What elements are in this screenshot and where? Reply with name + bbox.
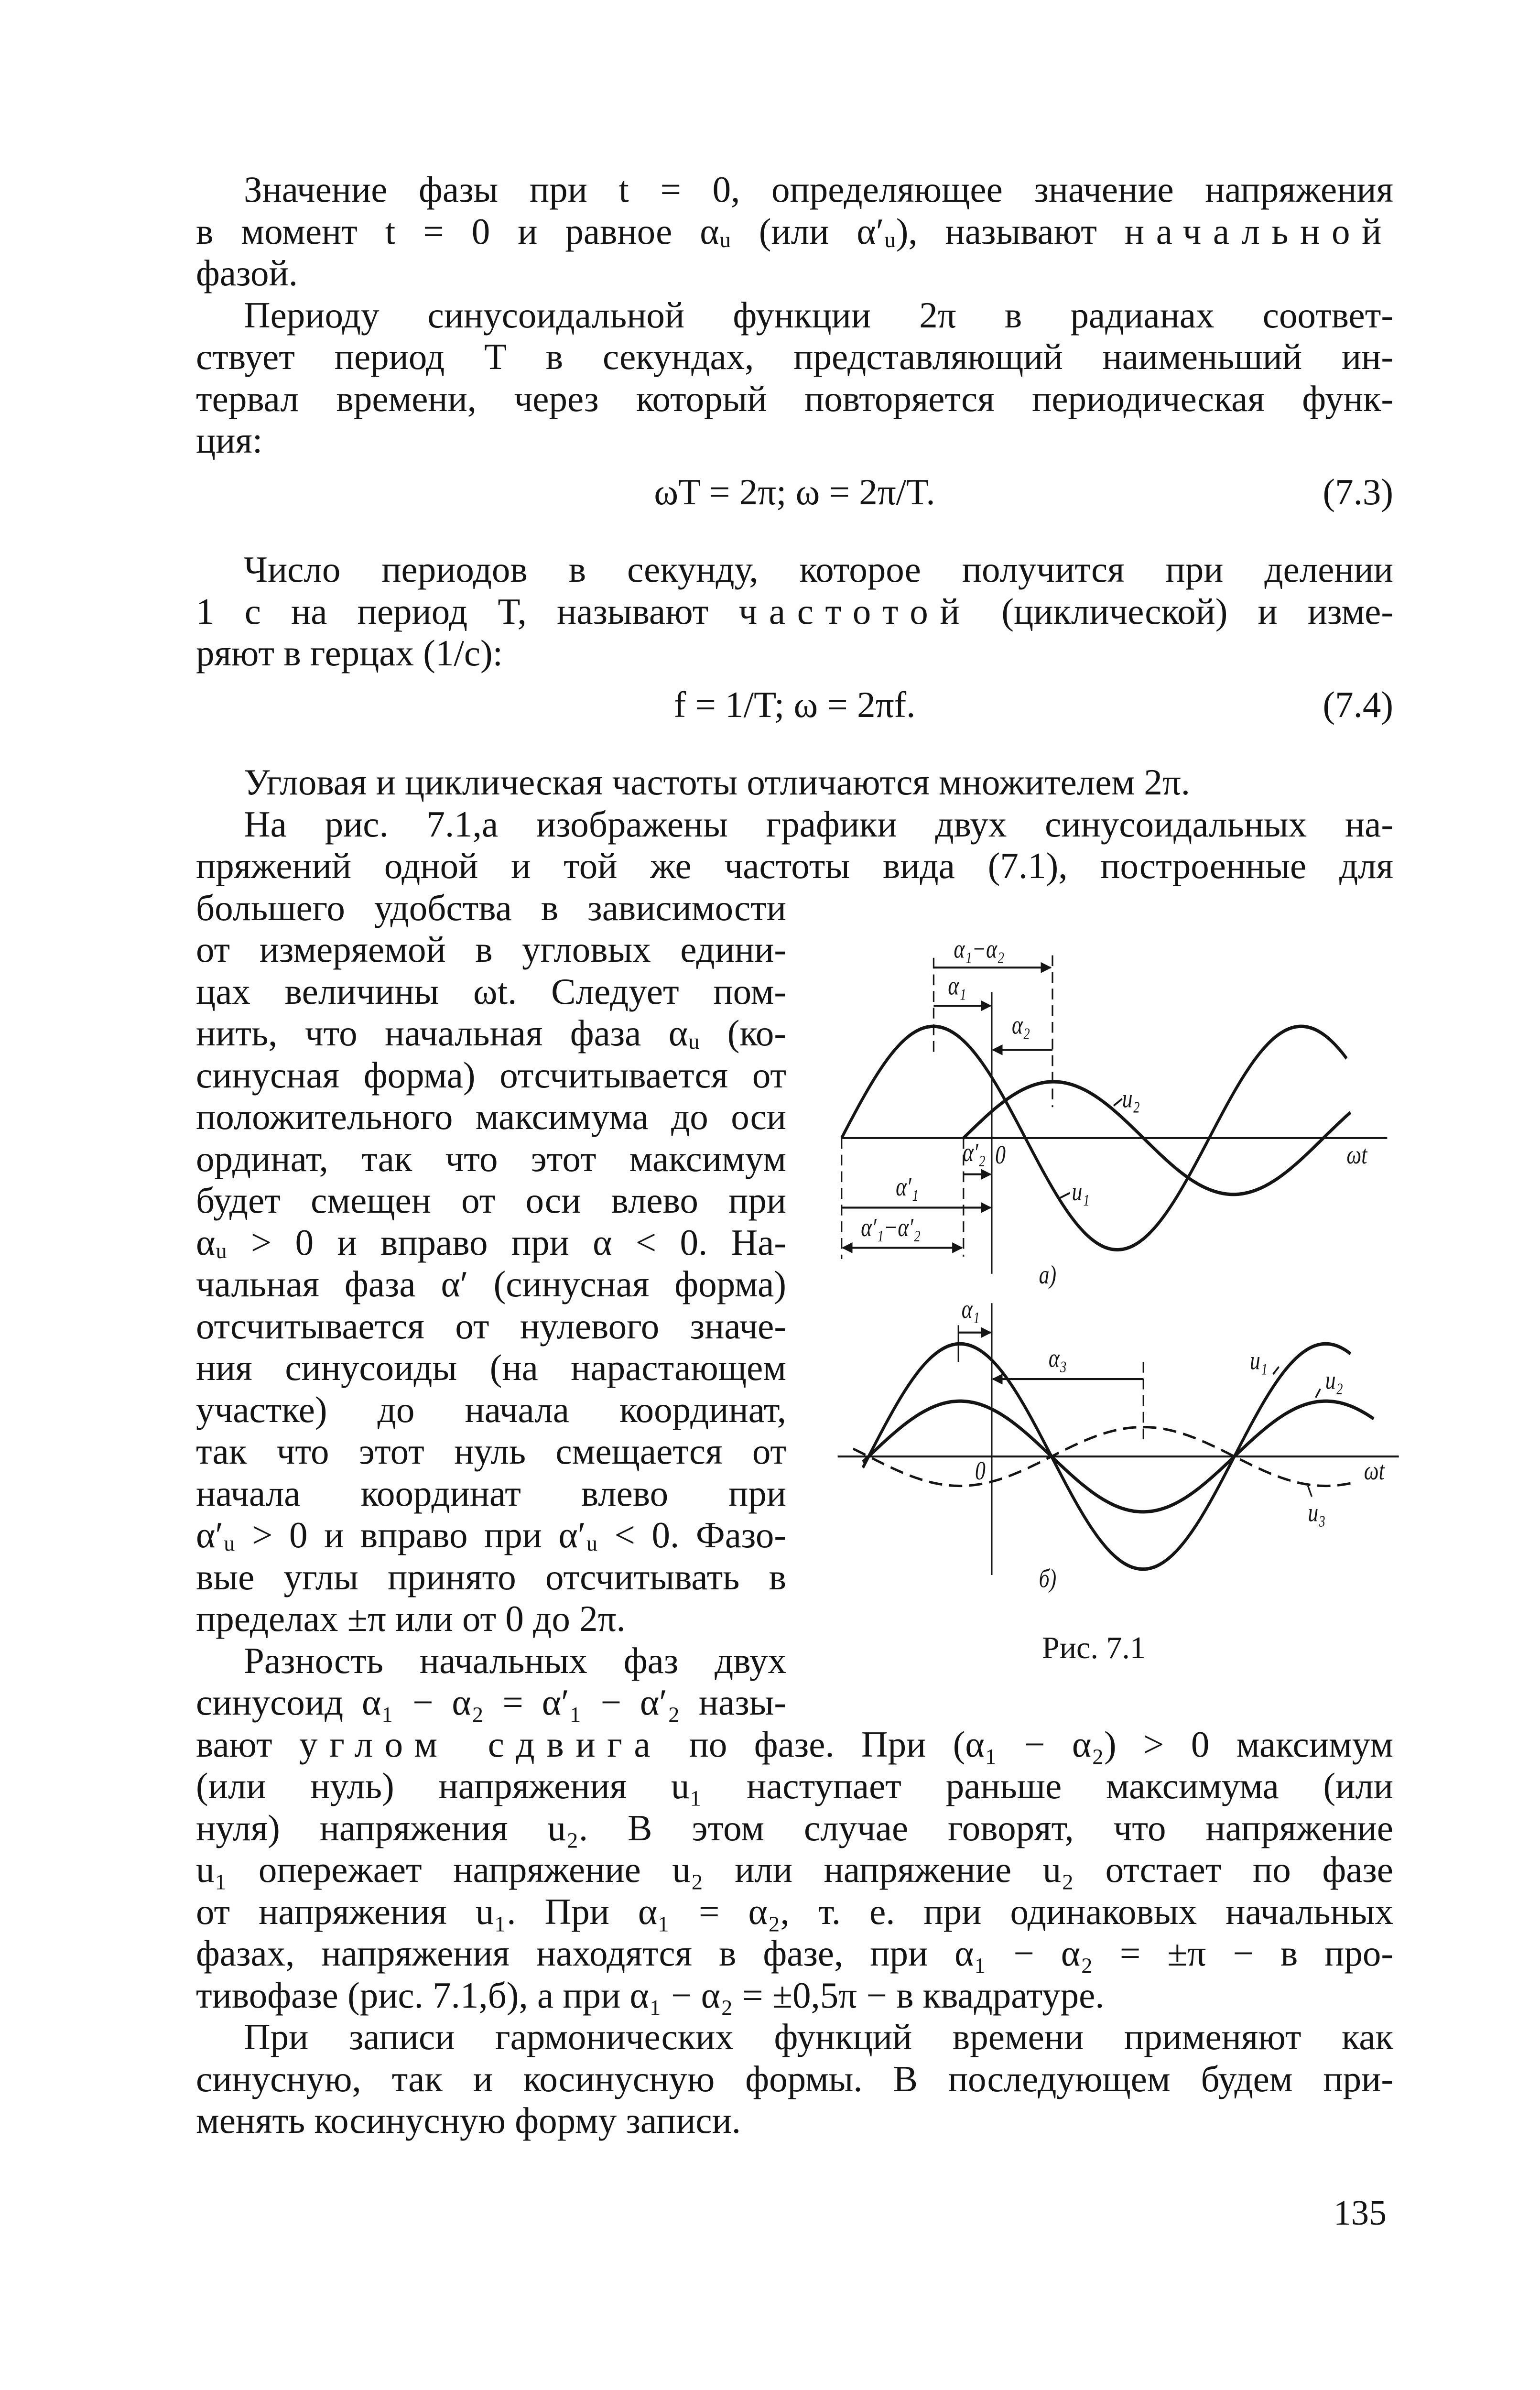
text-segment: большего удобства в зависимости: [196, 887, 786, 928]
text-line: [196, 1764, 1393, 1807]
text-line: [196, 377, 1393, 420]
label-axis-b: ωt: [1364, 1456, 1385, 1486]
page-number: 135: [1334, 2194, 1387, 2233]
equation-number: (7.3): [1323, 471, 1393, 512]
label-alpha1: α₁: [948, 971, 966, 1000]
label-alpha1p-minus-alpha2p: α′₁−α′₂: [861, 1213, 921, 1242]
text-segment: синусную, так и косинусную формы. В последующем будем при-: [196, 2058, 1393, 2099]
text-line: [196, 419, 1393, 462]
text-line: [196, 1054, 786, 1097]
text-line: [196, 631, 1393, 674]
text-line: [196, 886, 786, 929]
text-segment: (циклической) и изме-: [971, 590, 1393, 632]
figure-caption: Рис. 7.1: [1042, 1630, 1146, 1665]
text-line: [196, 1806, 1393, 1849]
text-segment: ряют в герцах (1/с):: [196, 632, 503, 674]
spaced-emphasis: углом сдвига: [299, 1723, 662, 1765]
leader-u1-b: [1273, 1367, 1279, 1374]
text-line: [196, 1890, 1393, 1933]
text-line: [196, 1346, 786, 1389]
text-segment: отсчитывается от нулевого значе-: [196, 1305, 786, 1347]
text-line: [196, 2015, 1393, 2058]
text-segment: α′ᵤ > 0 и вправо при α′ᵤ < 0. Фазо-: [196, 1514, 786, 1555]
text-line: [196, 1388, 786, 1431]
text-line: [196, 168, 1393, 211]
text-line: [196, 1639, 786, 1682]
text-segment: положительного максимума до оси: [196, 1096, 786, 1137]
label-panel-b: б): [1039, 1564, 1057, 1593]
label-alpha1-minus-alpha2: α₁−α₂: [954, 934, 1005, 964]
text-line: [196, 210, 1393, 253]
text-segment: ствует период T в секундах, представляющий наименьший ин-: [196, 336, 1393, 377]
label-alpha3: α₃: [1048, 1343, 1067, 1373]
text-segment: тивофазе (рис. 7.1,б), а при α₁ − α₂ = ±0,5π − в квадратуре.: [196, 1974, 1105, 2016]
text-segment: пределах ±π или от 0 до 2π.: [196, 1598, 626, 1639]
text-segment: вые углы принято отсчитывать в: [196, 1556, 786, 1597]
text-line: [196, 1304, 786, 1347]
text-segment: фазой.: [196, 252, 298, 293]
text-segment: чальная фаза α′ (синусная форма): [196, 1263, 786, 1304]
text-line: [196, 1974, 1393, 2017]
text-segment: 1 с на период T, называют: [196, 590, 739, 632]
leader-u3-b: [1308, 1486, 1312, 1497]
text-segment: ция:: [196, 420, 263, 461]
text-segment: Разность начальных фаз двух: [244, 1640, 786, 1681]
text-line: [196, 844, 1393, 887]
leader-u2: [1114, 1099, 1122, 1106]
text-segment: На рис. 7.1,а изображены графики двух синусоидальных на-: [244, 803, 1393, 845]
spaced-emphasis: частотой: [738, 590, 972, 632]
text-segment: синусная форма) отсчитывается от: [196, 1054, 786, 1096]
text-line: [196, 1555, 786, 1598]
text-segment: (или нуль) напряжения u₁ наступает раньше максимума (или: [196, 1765, 1393, 1806]
equation-number: (7.4): [1323, 684, 1393, 725]
text-segment: нить, что начальная фаза αᵤ (ко-: [196, 1012, 786, 1054]
text-segment: участке) до начала координат,: [196, 1389, 786, 1430]
label-panel-a: а): [1039, 1260, 1057, 1290]
text-segment: синусоид α₁ − α₂ = α′₁ − α′₂ назы-: [196, 1682, 786, 1723]
text-segment: будет смещен от оси влево при: [196, 1180, 786, 1221]
leader-u1: [1060, 1193, 1070, 1198]
equation-formula: ωT = 2π; ω = 2π/T.: [654, 471, 935, 512]
text-line: [196, 1179, 786, 1222]
text-segment: вают: [196, 1723, 300, 1765]
text-segment: Угловая и циклическая частоты отличаются множителем 2π.: [244, 761, 1191, 803]
text-segment: ординат, так что этот максимум: [196, 1138, 786, 1179]
text-segment: При записи гармонических функций времени применяют как: [244, 2016, 1393, 2057]
label-u1-b: u₁: [1249, 1346, 1268, 1375]
text-segment: Периоду синусоидальной функции 2π в радианах соответ-: [244, 294, 1393, 336]
text-segment: αᵤ > 0 и вправо при α < 0. На-: [196, 1221, 786, 1263]
label-alpha2: α₂: [1011, 1010, 1030, 1040]
text-line: [196, 335, 1393, 378]
leader-u2-b: [1316, 1389, 1321, 1398]
text-segment: пряжений одной и той же частоты вида (7.1), построенные для: [196, 845, 1393, 886]
text-segment: начала координат влево при: [196, 1472, 786, 1514]
label-origin-b: 0: [975, 1456, 986, 1486]
text-line: [196, 293, 1393, 337]
text-segment: по фазе. При (α₁ − α₂) > 0 максимум: [662, 1723, 1393, 1765]
label-u2-a: u₂: [1122, 1084, 1140, 1113]
text-line: [196, 803, 1393, 846]
label-alpha2-prime: α′₂: [963, 1138, 986, 1167]
text-line: [196, 1932, 1393, 1975]
text-segment: u₁ опережает напряжение u₂ или напряжение u₂ отстает по фазе: [196, 1849, 1393, 1890]
spaced-emphasis: начальной: [1124, 210, 1393, 252]
text-segment: Число периодов в секунду, которое получится при делении: [244, 549, 1393, 590]
equation-formula: f = 1/T; ω = 2πf.: [673, 684, 916, 725]
text-line: [196, 548, 1393, 591]
text-segment: от напряжения u₁. При α₁ = α₂, т. е. при одинаковых начальных: [196, 1890, 1393, 1932]
text-line: [196, 1513, 786, 1556]
label-alpha1-b: α₁: [961, 1294, 980, 1324]
figure-7-1: [813, 884, 1412, 1673]
text-line: [196, 1597, 786, 1640]
text-line: [196, 590, 1393, 633]
text-line: [196, 1723, 1393, 1766]
text-segment: фазах, напряжения находятся в фазе, при α₁ − α₂ = ±π − в про-: [196, 1933, 1393, 1974]
text-segment: менять косинусную форму записи.: [196, 2100, 741, 2141]
text-segment: в момент t = 0 и равное αᵤ (или α′ᵤ), называют: [196, 210, 1125, 252]
text-line: [196, 2099, 1393, 2142]
equation-7-4: [196, 683, 1393, 726]
text-segment: нуля) напряжения u₂. В этом случае говорят, что напряжение: [196, 1807, 1393, 1848]
label-u2-b: u₂: [1325, 1365, 1343, 1395]
text-segment: так что этот нуль смещается от: [196, 1431, 786, 1472]
text-line: [196, 2057, 1393, 2100]
text-line: [196, 760, 1393, 804]
text-line: [196, 928, 786, 971]
text-line: [196, 970, 786, 1013]
text-line: [196, 1137, 786, 1180]
equation-7-3: [196, 470, 1393, 513]
text-line: [196, 1262, 786, 1305]
text-segment: тервал времени, через который повторяется периодическая функ-: [196, 378, 1393, 419]
text-line: [196, 1848, 1393, 1891]
text-line: [196, 1011, 786, 1054]
label-alpha1-prime: α′₁: [896, 1172, 919, 1201]
label-origin-a: 0: [995, 1140, 1006, 1170]
text-segment: ния синусоиды (на нарастающем: [196, 1347, 786, 1388]
text-line: [196, 1095, 786, 1138]
text-line: [196, 251, 1393, 294]
text-segment: цах величины ωt. Следует пом-: [196, 970, 786, 1012]
label-u3-b: u₃: [1308, 1498, 1326, 1527]
text-segment: Значение фазы при t = 0, определяющее значение напряжения: [244, 169, 1393, 210]
label-axis-a: ωt: [1346, 1140, 1367, 1170]
text-line: [196, 1221, 786, 1264]
text-line: [196, 1472, 786, 1515]
label-u1-a: u₁: [1072, 1177, 1090, 1206]
text-line: [196, 1681, 786, 1724]
text-segment: от измеряемой в угловых едини-: [196, 929, 786, 970]
text-line: [196, 1430, 786, 1473]
